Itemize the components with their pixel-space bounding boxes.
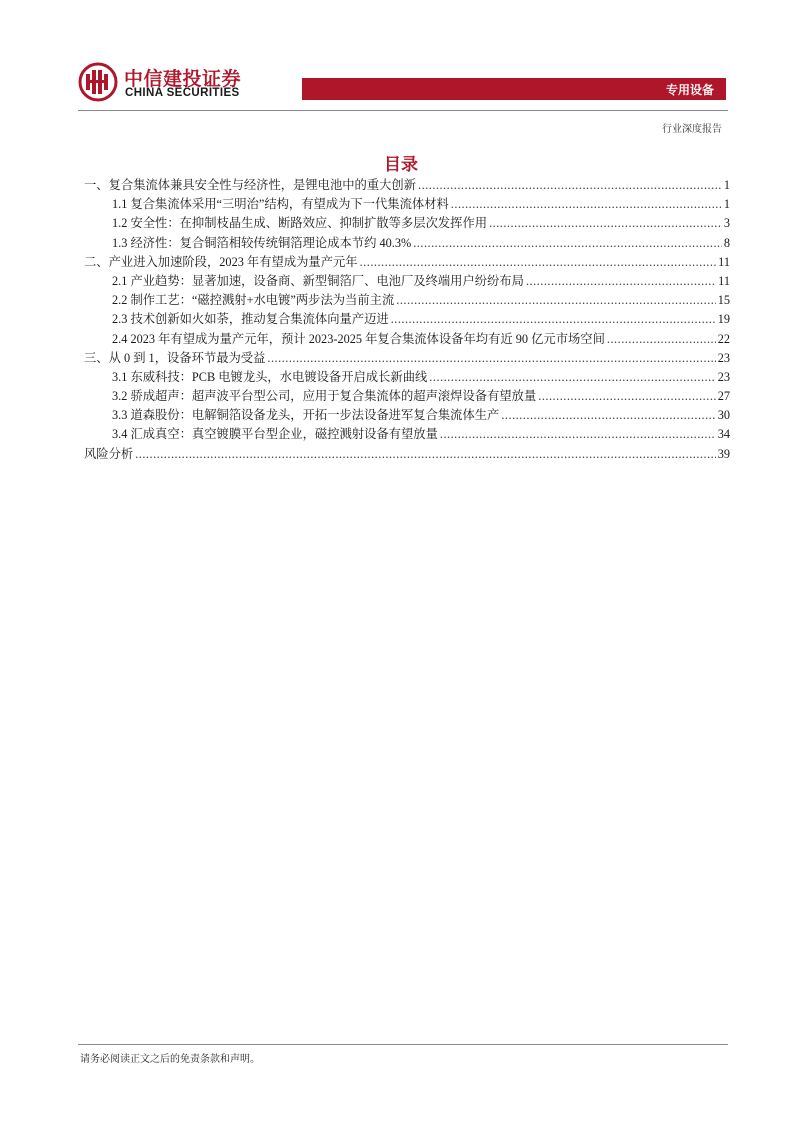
toc-leader-dots	[135, 445, 716, 464]
toc-entry-text: 2.1 产业趋势：显著加速，设备商、新型铜箔厂、电池厂及终端用户纷纷布局	[112, 273, 524, 288]
footer-disclaimer: 请务必阅读正文之后的免责条款和声明。	[80, 1054, 260, 1065]
company-logo	[78, 62, 278, 102]
toc-entry-level2[interactable]	[84, 387, 730, 406]
report-type-label: 行业深度报告	[662, 124, 722, 135]
citic-logo-icon	[78, 62, 118, 102]
toc-leader-dots	[396, 291, 715, 310]
toc-entry-level1[interactable]	[84, 445, 730, 464]
page-header	[78, 62, 728, 108]
toc-page-number: 3	[723, 216, 730, 231]
toc-leader-dots	[391, 310, 716, 329]
section-label: 专用设备	[665, 83, 714, 97]
toc-page-number: 30	[717, 408, 730, 423]
toc-leader-dots	[418, 176, 722, 195]
toc-page-number: 8	[723, 235, 730, 250]
toc-entry-text: 3.1 东威科技：PCB 电镀龙头，水电镀设备开启成长新曲线	[112, 369, 428, 384]
toc-page-number: 15	[717, 293, 730, 308]
logo-chinese-name: 中信建投证券	[124, 68, 242, 90]
toc-leader-dots	[501, 406, 715, 425]
toc-entry-level2[interactable]	[84, 195, 730, 214]
toc-page-number: 22	[717, 331, 730, 346]
toc-entry-level2[interactable]	[84, 272, 730, 291]
toc-leader-dots	[538, 387, 715, 406]
toc-entry-text: 3.2 骄成超声：超声波平台型公司，应用于复合集流体的超声滚焊设备有望放量	[112, 389, 537, 404]
toc-title: 目录	[384, 155, 418, 175]
toc-leader-dots	[526, 272, 716, 291]
toc-page-number: 11	[718, 254, 730, 269]
logo-english-name: CHINA SECURITIES	[125, 87, 240, 99]
toc-entry-level2[interactable]	[84, 330, 730, 349]
toc-entry-text: 1.3 经济性：复合铜箔相较传统铜箔理论成本节约 40.3%	[112, 235, 412, 250]
toc-entry-text: 风险分析	[84, 446, 134, 461]
section-banner	[302, 78, 726, 100]
toc-entry-text: 2.3 技术创新如火如荼，推动复合集流体向量产迈进	[112, 312, 389, 327]
toc-leader-dots	[429, 368, 715, 387]
toc-page-number: 1	[723, 178, 730, 192]
toc-page-number: 19	[717, 312, 730, 327]
toc-leader-dots	[489, 214, 722, 233]
toc-entry-level2[interactable]	[84, 310, 730, 329]
toc-entry-text: 3.4 汇成真空：真空镀膜平台型企业，磁控溅射设备有望放量	[112, 427, 438, 442]
toc-entry-level2[interactable]	[84, 425, 730, 444]
toc-leader-dots	[607, 330, 716, 349]
toc-entry-text: 三、从 0 到 1，设备环节最为受益	[84, 350, 266, 365]
toc-leader-dots	[360, 253, 717, 272]
toc-leader-dots	[451, 195, 722, 214]
toc-leader-dots	[267, 349, 715, 368]
toc-page-number: 27	[717, 389, 730, 404]
toc-entry-text: 2.2 制作工艺：“磁控溅射+水电镀”两步法为当前主流	[112, 293, 395, 308]
toc-page-number: 23	[717, 369, 730, 384]
toc-page-number: 34	[717, 427, 730, 442]
toc-entry-level2[interactable]	[84, 234, 730, 253]
toc-entry-text: 一、复合集流体兼具安全性与经济性，是锂电池中的重大创新	[84, 178, 417, 192]
toc-page-number: 39	[717, 446, 730, 461]
toc-entry-level2[interactable]	[84, 406, 730, 425]
toc-entry-text: 2.4 2023 年有望成为量产元年，预计 2023-2025 年复合集流体设备年均有近 90 亿元市场空间	[112, 331, 605, 346]
toc-entry-text: 1.1 复合集流体采用“三明治”结构，有望成为下一代集流体材料	[112, 197, 449, 212]
toc-entry-level2[interactable]	[84, 214, 730, 233]
toc-entry-text: 1.2 安全性：在抑制枝晶生成、断路效应、抑制扩散等多层次发挥作用	[112, 216, 488, 231]
toc-page-number: 1	[723, 197, 730, 212]
toc-entry-text: 3.3 道森股份：电解铜箔设备龙头，开拓一步法设备进军复合集流体生产	[112, 408, 500, 423]
toc-leader-dots	[413, 234, 722, 253]
toc-entry-text: 二、产业进入加速阶段，2023 年有望成为量产元年	[84, 254, 358, 269]
toc-entry-level2[interactable]	[84, 368, 730, 387]
toc-leader-dots	[440, 425, 716, 444]
toc-entry-level1[interactable]	[84, 349, 730, 368]
header-divider	[78, 110, 728, 111]
toc-entry-level1[interactable]	[84, 176, 730, 195]
toc-entry-level1[interactable]	[84, 253, 730, 272]
toc-entry-level2[interactable]	[84, 291, 730, 310]
table-of-contents	[84, 176, 730, 464]
footer-divider	[78, 1044, 728, 1045]
toc-page-number: 11	[718, 273, 730, 288]
toc-page-number: 23	[717, 350, 730, 365]
